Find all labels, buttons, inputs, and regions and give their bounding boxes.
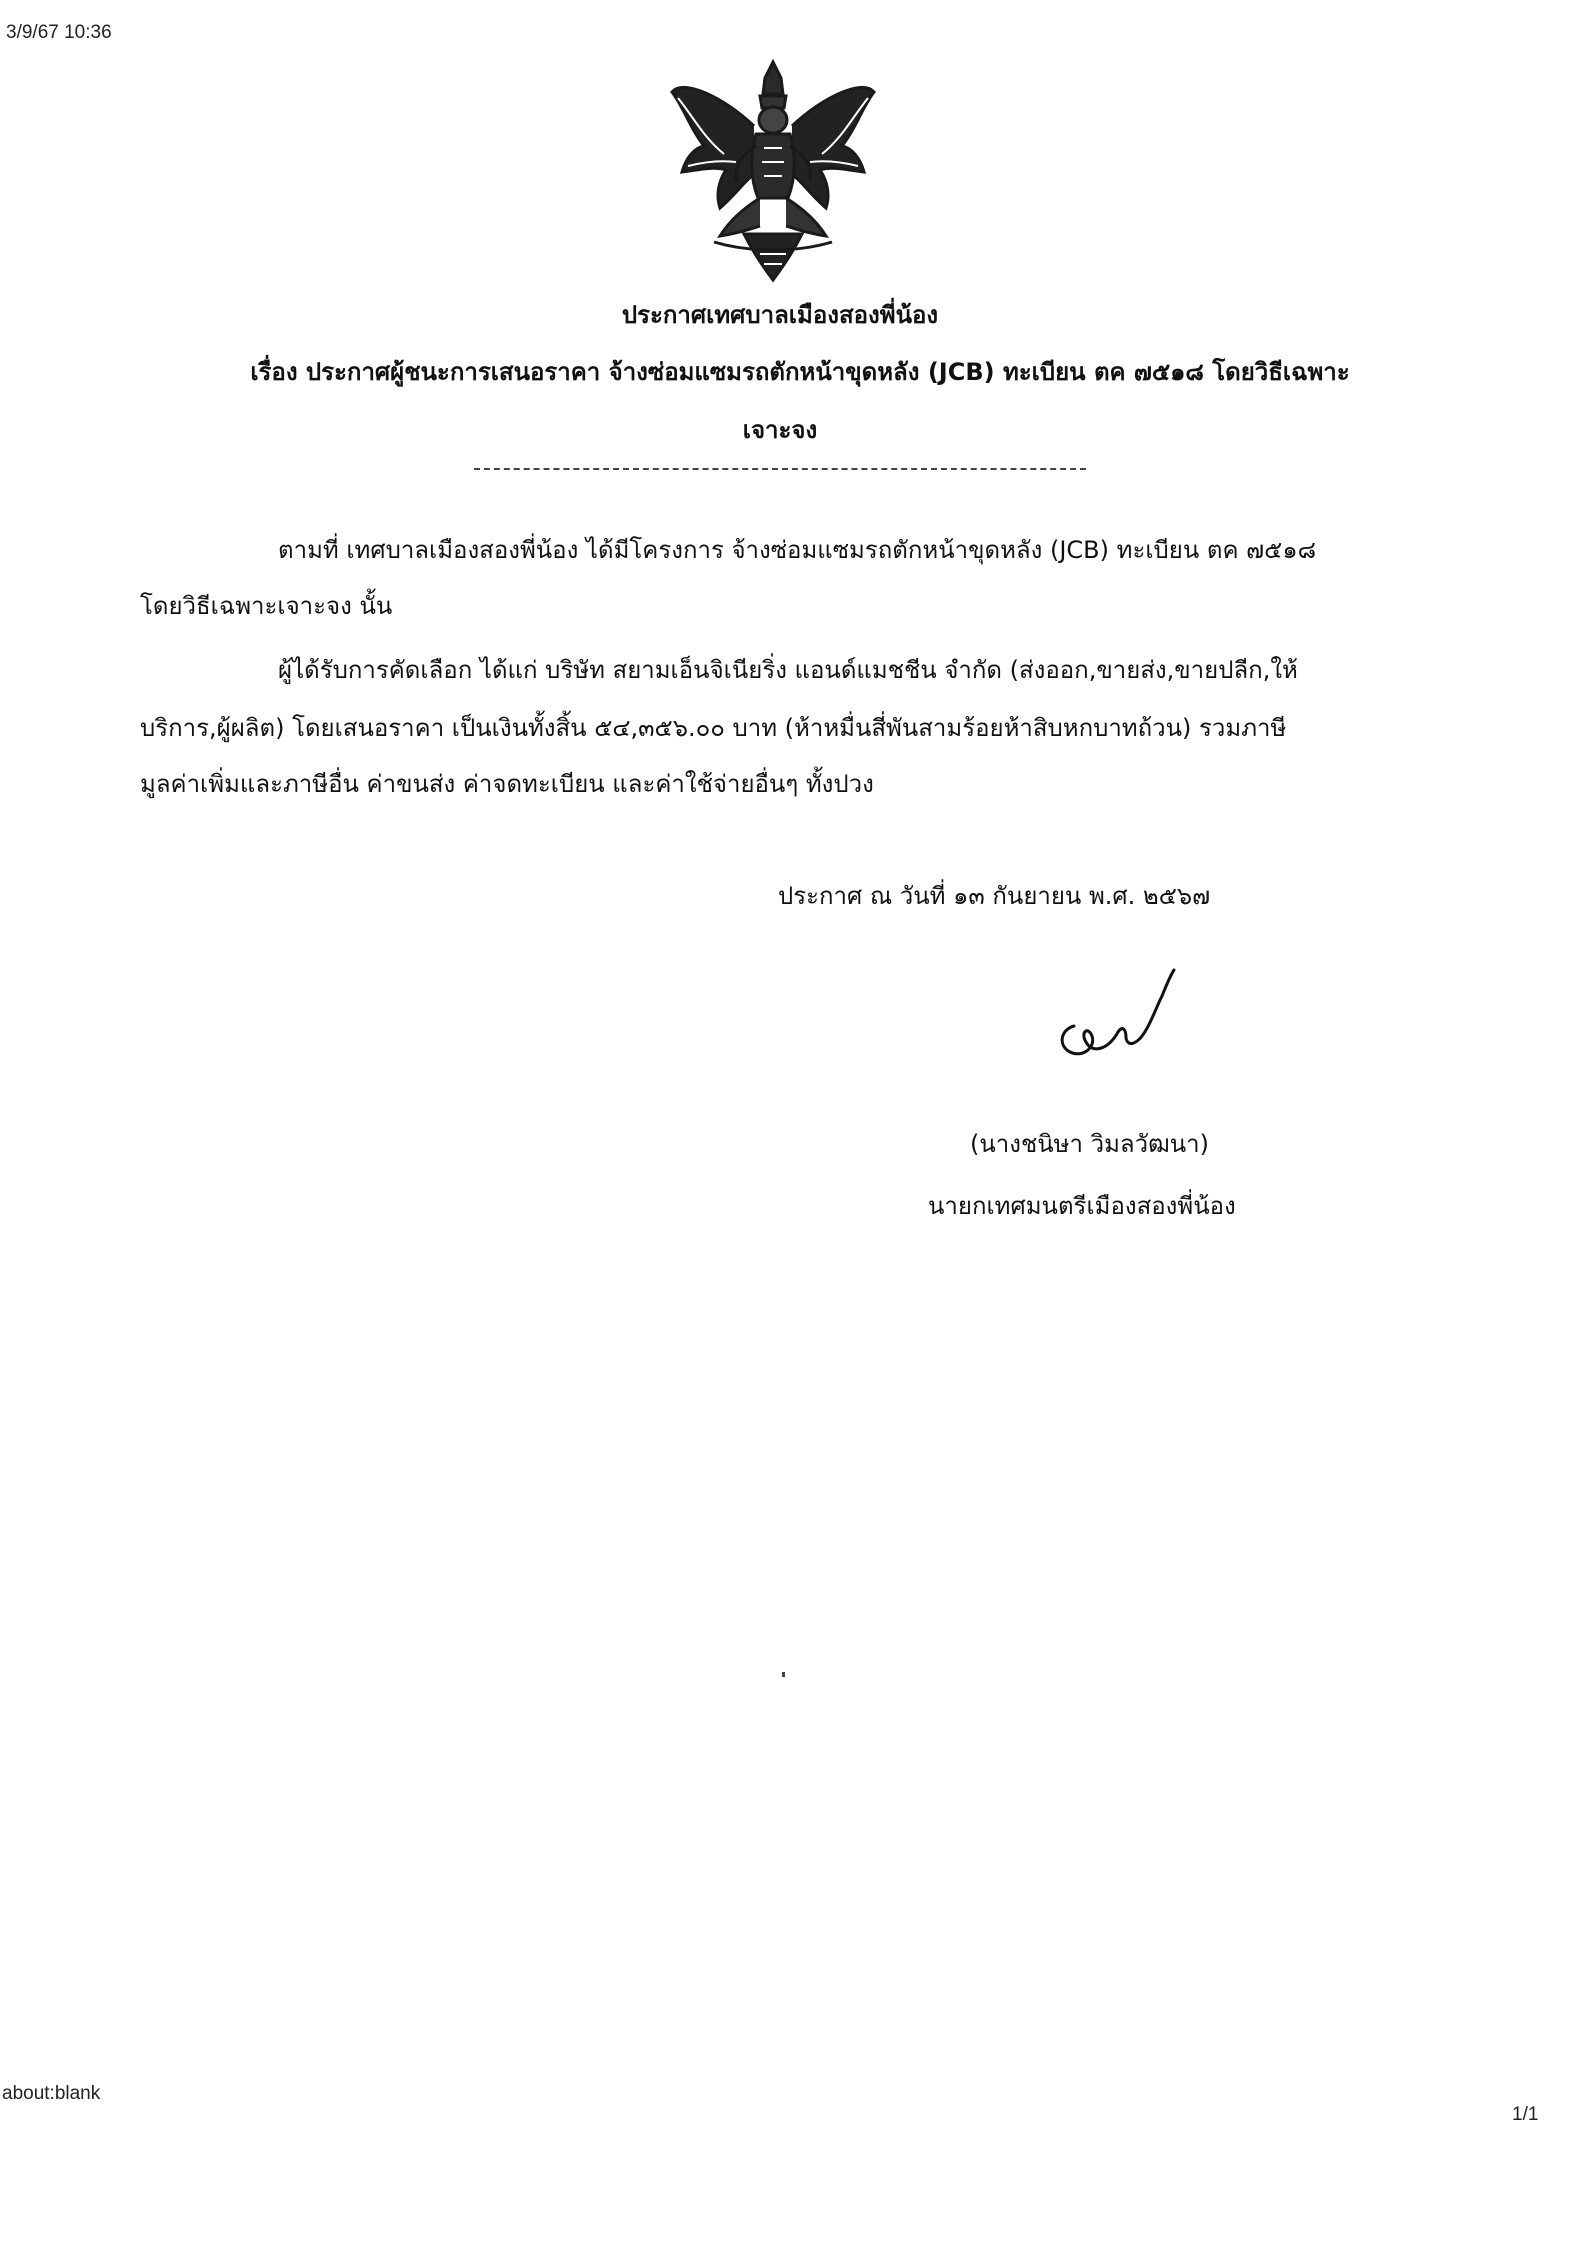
signer-name: (นางชนิษา วิมลวัฒนา): [970, 1130, 1209, 1158]
body-paragraph2-line1: ผู้ได้รับการคัดเลือก ได้แก่ บริษัท สยามเอ็นจิเนียริ่ง แอนด์แมชชีน จำกัด (ส่งออก,ขายส่ง,ขายปลีก,ให้: [278, 656, 1298, 684]
print-footer-url: about:blank: [2, 2083, 101, 2104]
body-paragraph1-line1: ตามที่ เทศบาลเมืองสองพี่น้อง ได้มีโครงการ จ้างซ่อมแซมรถตักหน้าขุดหลัง (JCB) ทะเบียน ตค ๗๕๑๘: [278, 536, 1317, 564]
document-office-heading: ประกาศเทศบาลเมืองสองพี่น้อง: [621, 301, 939, 329]
garuda-emblem-icon: [664, 58, 882, 284]
signer-title: นายกเทศมนตรีเมืองสองพี่น้อง: [928, 1192, 1236, 1220]
body-paragraph2-line2: บริการ,ผู้ผลิต) โดยเสนอราคา เป็นเงินทั้งสิ้น ๕๔,๓๕๖.๐๐ บาท (ห้าหมื่นสี่พันสามร้อยห้าสิบหกบาทถ้วน) รวมภาษี: [140, 714, 1287, 742]
print-header-datetime: 3/9/67 10:36: [6, 22, 112, 43]
scan-speck: [782, 1672, 785, 1677]
body-paragraph2-line3: มูลค่าเพิ่มและภาษีอื่น ค่าขนส่ง ค่าจดทะเบียน และค่าใช้จ่ายอื่นๆ ทั้งปวง: [140, 770, 874, 798]
body-paragraph1-line2: โดยวิธีเฉพาะเจาะจง นั้น: [140, 592, 393, 620]
handwritten-signature: [1052, 968, 1202, 1068]
document-subject-line2: เจาะจง: [742, 416, 818, 444]
document-subject-line1: เรื่อง ประกาศผู้ชนะการเสนอราคา จ้างซ่อมแซมรถตักหน้าขุดหลัง (JCB) ทะเบียน ตค ๗๕๑๘ โดยวิธีเฉพาะ: [250, 358, 1350, 386]
section-divider: [474, 468, 1086, 470]
print-footer-page: 1/1: [1512, 2104, 1539, 2125]
announcement-date: ประกาศ ณ วันที่ ๑๓ กันยายน พ.ศ. ๒๕๖๗: [778, 882, 1211, 910]
